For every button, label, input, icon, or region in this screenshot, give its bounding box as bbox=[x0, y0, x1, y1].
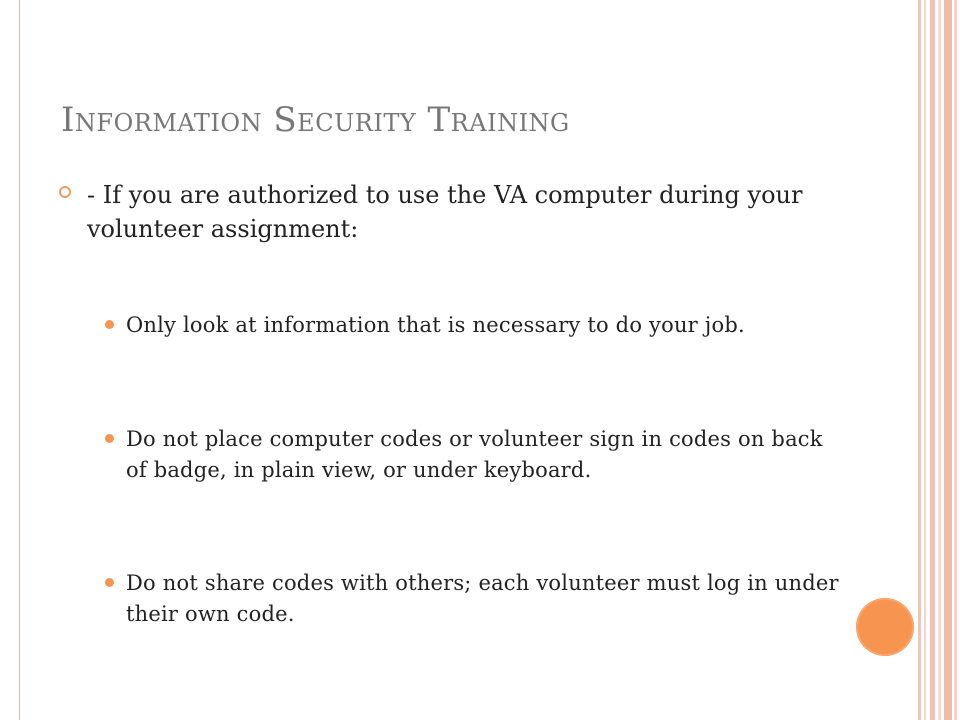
slide-title: Information Security Training bbox=[61, 100, 570, 140]
main-bullet bbox=[59, 178, 819, 246]
dot-bullet-icon bbox=[105, 434, 114, 443]
main-bullet-text: - If you are authorized to use the VA computer during your volunteer assignment: bbox=[87, 181, 803, 243]
decorative-stripe bbox=[930, 0, 935, 720]
sub-bullet bbox=[105, 310, 845, 341]
sub-bullet-text: Do not share codes with others; each volunteer must log in under their own code. bbox=[126, 571, 839, 626]
sub-bullet-text: Do not place computer codes or volunteer sign in codes on back of badge, in plain view, or under keyboard. bbox=[126, 427, 823, 482]
sub-bullet bbox=[105, 424, 845, 486]
decorative-stripe bbox=[918, 0, 921, 720]
decorative-circle bbox=[856, 598, 914, 656]
sub-bullet bbox=[105, 568, 845, 630]
ring-bullet-icon bbox=[59, 186, 71, 198]
sub-bullet-text: Only look at information that is necessary to do your job. bbox=[126, 313, 745, 337]
decorative-stripe bbox=[954, 0, 957, 720]
left-frame-line bbox=[19, 0, 20, 720]
decorative-stripe bbox=[944, 0, 952, 720]
decorative-stripe bbox=[938, 0, 941, 720]
dot-bullet-icon bbox=[105, 578, 114, 587]
decorative-stripe bbox=[924, 0, 926, 720]
dot-bullet-icon bbox=[105, 320, 114, 329]
